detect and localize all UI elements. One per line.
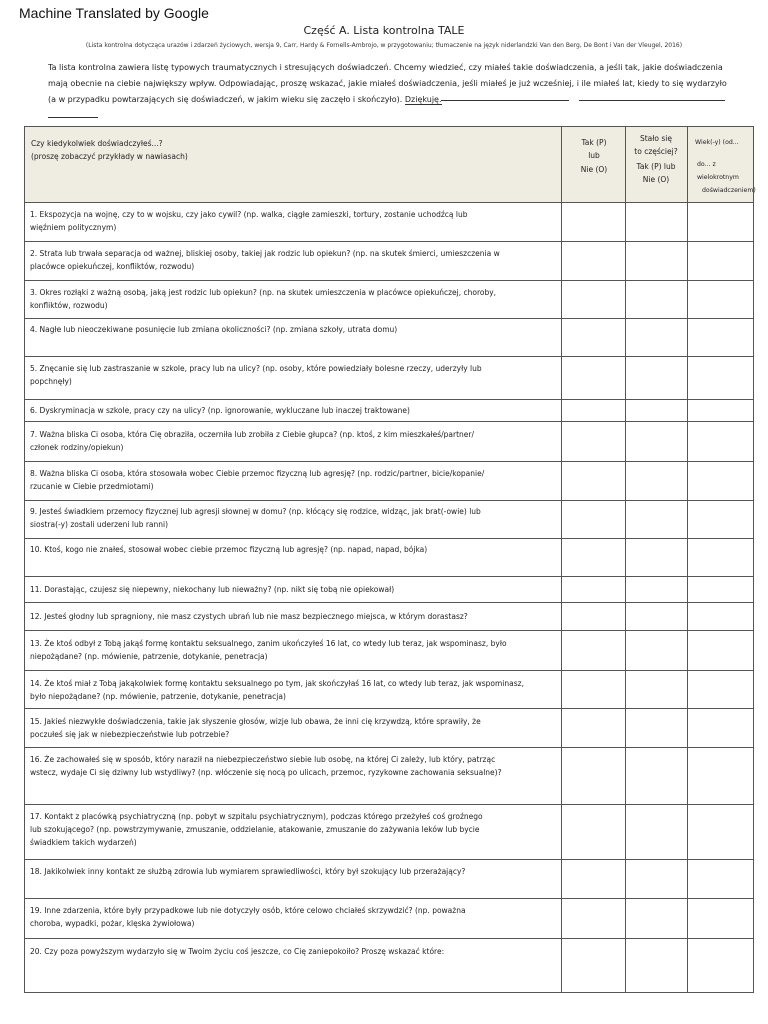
- question-line: 17. Kontakt z placówką psychiatryczną (np. pobyt w szpitalu psychiatrycznym), podczas którego przeżyłeś coś groźnego: [30, 812, 483, 821]
- table-row: [25, 899, 753, 939]
- header-question-line: (proszę zobaczyć przykłady w nawiasach): [31, 152, 188, 161]
- question-line: lub szokującego? (np. powstrzymywanie, zmuszanie, oddzielanie, atakowanie, zmuszanie do zażywania leków lub bycie: [30, 825, 480, 834]
- intro-line-3-text: (a w przypadku powtarzających się doświadczeń, w jakim wieku się zaczęło i skończyło).: [48, 95, 405, 104]
- table-row: [25, 939, 753, 992]
- header-col-yes-no-line: Tak (P): [581, 138, 607, 147]
- table-row: [25, 281, 753, 319]
- question-line: popchnęły): [30, 377, 72, 386]
- question-line: placówce opiekuńczej, konfliktów, rozwodu): [30, 262, 195, 271]
- question-line: 7. Ważna bliska Ci osoba, która Cię obraziła, oczerniła lub zrobiła z Ciebie głupca? (np. ktoś, z kim mieszkałeś/partner/: [30, 430, 475, 439]
- table-header: [25, 127, 756, 203]
- question-line: 12. Jesteś głodny lub spragniony, nie masz czystych ubrań lub nie masz bezpiecznego miejsca, w którym dorastasz?: [30, 612, 468, 621]
- table-row: [25, 400, 753, 422]
- header-col-age-line: do... z: [697, 161, 716, 168]
- header-col-age-line: doświadczeniem): [702, 187, 756, 194]
- table-row: [25, 805, 753, 860]
- question-line: 11. Dorastając, czujesz się niepewny, niekochany lub nieważny? (np. nikt się tobą nie opiekował): [30, 585, 395, 594]
- question-line: 9. Jesteś świadkiem przemocy fizycznej lub agresji słownej w domu? (np. kłócący się rodzice, widząc, jak brat(-owie) lub: [30, 507, 481, 516]
- question-line: 14. Że ktoś miał z Tobą jakąkolwiek formę kontaktu seksualnego po tym, jak skończyłaś 16 lat, co wtedy lub teraz, jak wspominasz,: [30, 679, 524, 688]
- question-line: 18. Jakikolwiek inny kontakt ze służbą zdrowia lub wymiarem sprawiedliwości, który był szokujący lub przerażający?: [30, 867, 466, 876]
- question-line: 4. Nagłe lub nieoczekiwane posunięcie lub zmiana okoliczności? (np. zmiana szkoły, utrata domu): [30, 325, 398, 334]
- question-text: [30, 208, 562, 234]
- table-row: [25, 501, 753, 539]
- header-question-line: Czy kiedykolwiek doświadczyłeś...?: [31, 139, 163, 148]
- question-text: [30, 583, 562, 596]
- table-row: [25, 203, 753, 242]
- table-row: [25, 709, 753, 748]
- question-line: 19. Inne zdarzenia, które były przypadkowe lub nie dotyczyły osób, które celowo chciałeś skrzywdzić? (np. poważna: [30, 906, 466, 915]
- table-row: [25, 422, 753, 462]
- header-col-repeated: [625, 132, 687, 186]
- question-line: wstecz, wydaje Ci się dziwny lub wstydliwy? (np. włóczenie się nocą po ulicach, przemoc, ryzykowne zachowania seksualne)?: [30, 768, 502, 777]
- page-title: Część A. Lista kontrolna TALE: [303, 24, 465, 37]
- question-text: [30, 610, 562, 623]
- question-line: członek rodziny/opiekun): [30, 443, 124, 452]
- signature-line: [48, 117, 98, 118]
- table-row: [25, 319, 753, 357]
- question-line: 3. Okres rozłąki z ważną osobą, jaką jest rodzic lub opiekun? (np. na skutek umieszczenia w placówce opiekuńczej, choroby,: [30, 288, 497, 297]
- signature-line: [441, 100, 569, 101]
- table-row: [25, 577, 753, 603]
- question-text: [30, 362, 562, 388]
- question-line: świadkiem takich wydarzeń): [30, 838, 137, 847]
- table-row: [25, 462, 753, 501]
- question-line: siostra(-y) zostali uderzeni lub ranni): [30, 520, 169, 529]
- question-line: 16. Że zachowałeś się w sposób, który naraził na niebezpieczeństwo siebie lub osobę, na której Ci zależy, lub który, patrząc: [30, 755, 496, 764]
- question-line: 2. Strata lub trwała separacja od ważnej, bliskiej osoby, takiej jak rodzic lub opiekun? (np. na skutek śmierci, umieszczenia w: [30, 249, 500, 258]
- checklist-table: [24, 126, 754, 993]
- header-col-age: [695, 136, 756, 197]
- question-text: [30, 904, 562, 930]
- question-line: niepożądane? (np. mówienie, patrzenie, dotykanie, penetracja): [30, 652, 268, 661]
- question-text: [30, 715, 562, 741]
- question-text: [30, 467, 562, 493]
- question-text: [30, 428, 562, 454]
- intro-line-3: [48, 92, 442, 108]
- question-line: 5. Znęcanie się lub zastraszanie w szkole, pracy lub na ulicy? (np. osoby, które powiedziały bolesne rzeczy, uderzyły lub: [30, 364, 482, 373]
- question-line: 8. Ważna bliska Ci osoba, która stosowała wobec Ciebie przemoc fizyczną lub agresję? (np. rodzic/partner, bicie/kopanie/: [30, 469, 485, 478]
- header-col-age-line: Wiek(-y) (od...: [695, 139, 739, 146]
- header-col-repeated-line: Stało się: [639, 134, 672, 143]
- question-text: [30, 247, 562, 273]
- table-row: [25, 357, 753, 400]
- question-line: 20. Czy poza powyższym wydarzyło się w Twoim życiu coś jeszcze, co Cię zaniepokoiło? Proszę wskazać które:: [30, 947, 445, 956]
- question-line: więźniem politycznym): [30, 223, 117, 232]
- machine-translation-banner: Machine Translated by Google: [19, 5, 209, 21]
- citation-subtitle: (Lista kontrolna dotycząca urazów i zdarzeń życiowych, wersja 9, Carr, Hardy & Fornells-Ambrojo, w przygotowaniu; tłumaczenie na język niderlandzki Van den Berg, De Bont i Van der Vleugel, 2016): [85, 42, 683, 49]
- header-question: [31, 137, 188, 163]
- header-col-repeated-line: Nie (O): [642, 175, 670, 184]
- question-text: [30, 677, 562, 703]
- question-text: [30, 810, 562, 849]
- question-text: [30, 323, 562, 336]
- table-row: [25, 860, 753, 899]
- question-text: [30, 505, 562, 531]
- table-row: [25, 603, 753, 631]
- header-col-yes-no-line: lub: [588, 151, 600, 160]
- question-text: [30, 404, 562, 417]
- question-line: 15. Jakieś niezwykłe doświadczenia, takie jak słyszenie głosów, wizje lub obawa, że inni cię krzywdzą, które sprawiły, że: [30, 717, 481, 726]
- header-col-yes-no-line: Nie (O): [580, 165, 608, 174]
- question-line: choroba, wypadki, pożar, klęska żywiołowa): [30, 919, 195, 928]
- question-line: 6. Dyskryminacja w szkole, pracy czy na ulicy? (np. ignorowanie, wykluczane lub inaczej traktowane): [30, 406, 410, 415]
- header-col-repeated-line: to częściej?: [634, 147, 678, 156]
- table-row: [25, 631, 753, 671]
- question-text: [30, 753, 562, 779]
- table-row: [25, 539, 753, 577]
- question-line: poczułeś się jak w niebezpieczeństwie lub potrzebie?: [30, 730, 230, 739]
- question-line: rzucanie w Ciebie przedmiotami): [30, 482, 154, 491]
- header-col-yes-no: [563, 136, 625, 176]
- table-row: [25, 748, 753, 805]
- header-col-repeated-line: Tak (P) lub: [636, 162, 676, 171]
- signature-line: [579, 100, 725, 101]
- table-row: [25, 671, 753, 709]
- table-row: [25, 242, 753, 281]
- intro-line-1: Ta lista kontrolna zawiera listę typowych traumatycznych i stresujących doświadczeń. Chcemy wiedzieć, czy miałeś takie doświadczenia, a jeśli tak, jakie doświadczenia: [48, 63, 723, 72]
- question-line: było niepożądane? (np. mówienie, patrzenie, dotykanie, penetracja): [30, 692, 286, 701]
- thank-you-text: Dziękuję.: [404, 95, 442, 104]
- header-col-age-line: wielokrotnym: [697, 174, 739, 181]
- question-text: [30, 865, 562, 878]
- question-line: 1. Ekspozycja na wojnę, czy to w wojsku, czy jako cywil? (np. walka, ciągłe zamieszki, tortury, zostanie uchodźcą lub: [30, 210, 468, 219]
- question-text: [30, 286, 562, 312]
- question-line: 13. Że ktoś odbył z Tobą jakąś formę kontaktu seksualnego, zanim ukończyłeś 16 lat, co wtedy lub teraz, jak wspominasz, było: [30, 639, 507, 648]
- question-text: [30, 637, 562, 663]
- question-line: konfliktów, rozwodu): [30, 301, 108, 310]
- intro-line-2: mają obecnie na ciebie największy wpływ. Odpowiadając, proszę wskazać, jakie miałeś doświadczenia, jeśli miałeś je już wcześniej, i ile miałeś lat, kiedy to się wydarzyło: [48, 79, 727, 88]
- question-line: 10. Ktoś, kogo nie znałeś, stosował wobec ciebie przemoc fizyczną lub agresję? (np. napad, napad, bójka): [30, 545, 428, 554]
- question-text: [30, 543, 562, 556]
- question-text: [30, 945, 562, 958]
